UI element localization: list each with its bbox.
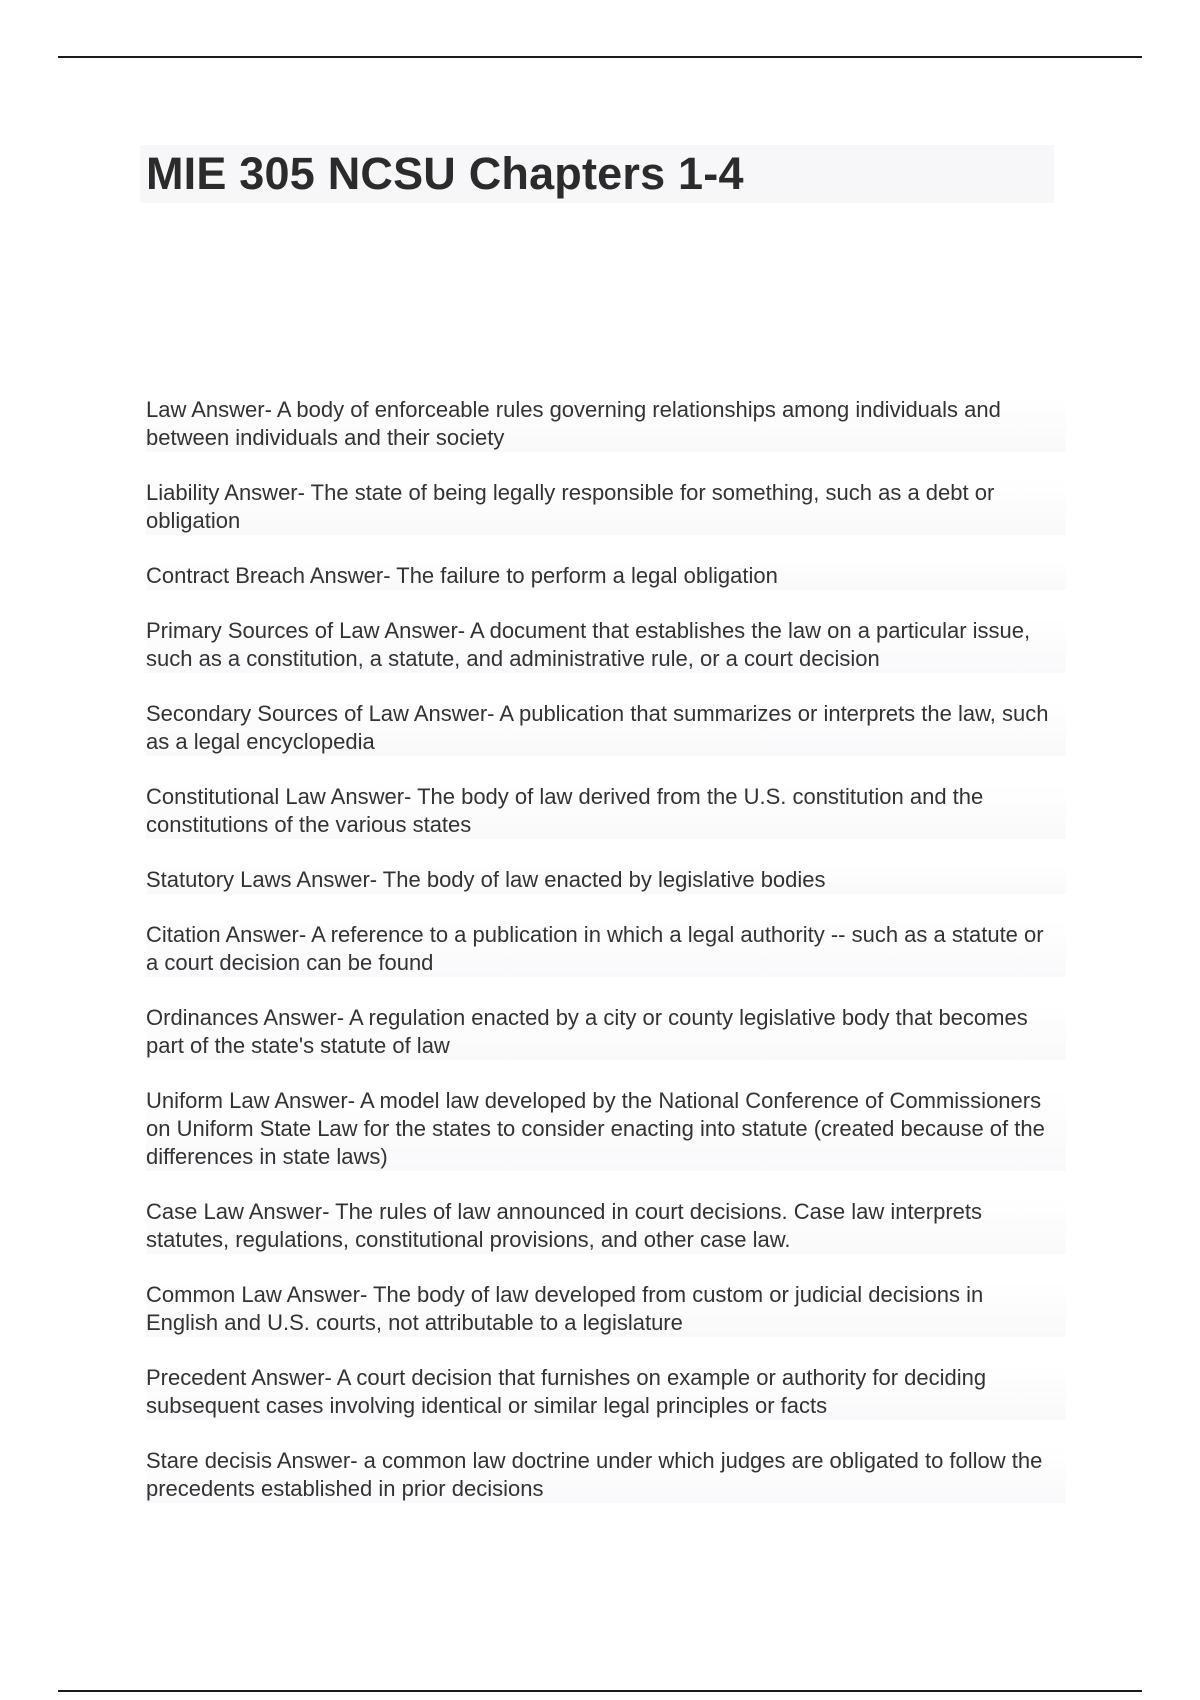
entry-statutory-laws: Statutory Laws Answer- The body of law enacted by legislative bodies bbox=[146, 866, 1066, 894]
entry-ordinances: Ordinances Answer- A regulation enacted by a city or county legislative body that becomes part of the state's statute of law bbox=[146, 1004, 1066, 1060]
bottom-rule bbox=[58, 1690, 1142, 1692]
entry-liability: Liability Answer- The state of being legally responsible for something, such as a debt or obligation bbox=[146, 479, 1066, 535]
page-title: MIE 305 NCSU Chapters 1-4 bbox=[146, 148, 744, 199]
entry-citation: Citation Answer- A reference to a publication in which a legal authority -- such as a statute or a court decision can be found bbox=[146, 921, 1066, 977]
entry-precedent: Precedent Answer- A court decision that furnishes on example or authority for deciding subsequent cases involving identical or similar legal principles or facts bbox=[146, 1364, 1066, 1420]
entry-primary-sources: Primary Sources of Law Answer- A document that establishes the law on a particular issue, such as a constitution, a statute, and administrative rule, or a court decision bbox=[146, 617, 1066, 673]
top-rule bbox=[58, 56, 1142, 58]
entry-contract-breach: Contract Breach Answer- The failure to perform a legal obligation bbox=[146, 562, 1066, 590]
entry-list bbox=[146, 396, 1066, 1503]
entry-constitutional-law: Constitutional Law Answer- The body of law derived from the U.S. constitution and the constitutions of the various states bbox=[146, 783, 1066, 839]
entry-uniform-law: Uniform Law Answer- A model law developed by the National Conference of Commissioners on Uniform State Law for the states to consider enacting into statute (created because of the differences in state laws) bbox=[146, 1087, 1066, 1171]
entry-secondary-sources: Secondary Sources of Law Answer- A publication that summarizes or interprets the law, such as a legal encyclopedia bbox=[146, 700, 1066, 756]
entry-law: Law Answer- A body of enforceable rules governing relationships among individuals and between individuals and their society bbox=[146, 396, 1066, 452]
entry-stare-decisis: Stare decisis Answer- a common law doctrine under which judges are obligated to follow the precedents established in prior decisions bbox=[146, 1447, 1066, 1503]
entry-case-law: Case Law Answer- The rules of law announced in court decisions. Case law interprets statutes, regulations, constitutional provisions, and other case law. bbox=[146, 1198, 1066, 1254]
entry-common-law: Common Law Answer- The body of law developed from custom or judicial decisions in English and U.S. courts, not attributable to a legislature bbox=[146, 1281, 1066, 1337]
